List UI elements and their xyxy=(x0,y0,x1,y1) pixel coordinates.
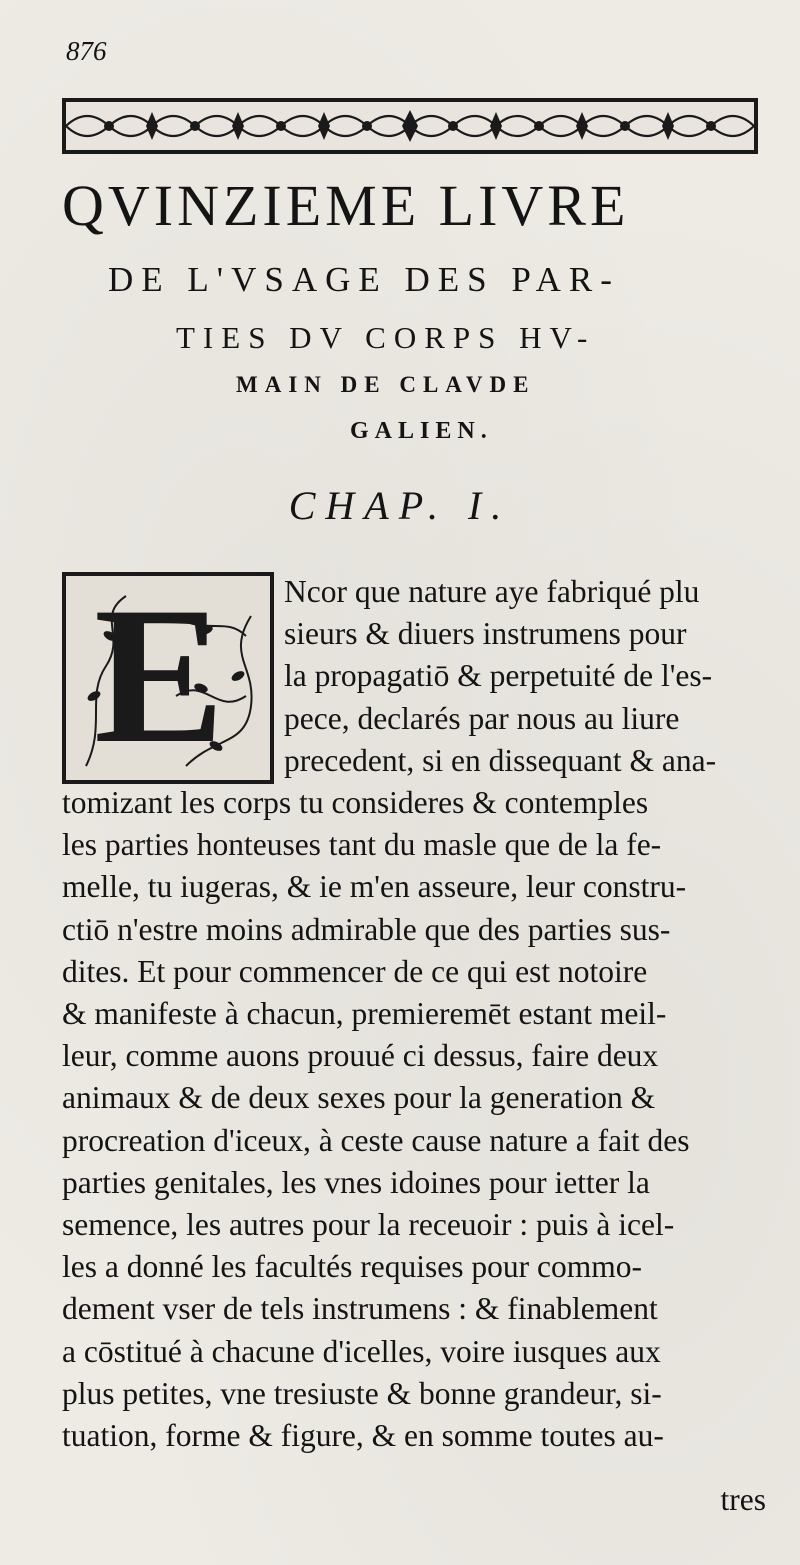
text-line: pece, declarés par nous au liure xyxy=(284,700,680,736)
text-line: semence, les autres pour la receuoir : puis à icel- xyxy=(62,1207,675,1242)
text-line: melle, tu iugeras, & ie m'en asseure, leur constru- xyxy=(62,869,687,905)
initial-letter: E xyxy=(94,567,225,784)
ornamental-headpiece xyxy=(62,98,758,154)
title-line-2: DE L'VSAGE DES PAR- xyxy=(108,260,620,299)
title-line-5: GALIEN. xyxy=(350,418,493,444)
decorated-initial xyxy=(62,567,274,784)
title-line-4: MAIN DE CLAVDE xyxy=(236,372,536,397)
ornament-pattern xyxy=(66,102,754,150)
catchword: tres xyxy=(720,1482,766,1517)
text-line: leur, comme auons prouué ci dessus, faire deux xyxy=(62,1038,659,1074)
text-line: les parties honteuses tant du masle que de la fe- xyxy=(62,827,662,863)
text-line: & manifeste à chacun, premieremēt estant meil- xyxy=(62,996,667,1031)
title-line-3: TIES DV CORPS HV- xyxy=(176,320,596,355)
text-line: sieurs & diuers instrumens pour xyxy=(284,616,687,652)
text-line: tomizant les corps tu consideres & contemples xyxy=(62,785,649,820)
text-line: ctiō n'estre moins admirable que des parties sus- xyxy=(62,911,671,947)
text-line: dement vser de tels instrumens : & finablement xyxy=(62,1291,658,1327)
book-title: QVINZIEME LIVRE xyxy=(62,173,630,238)
text-line: dites. Et pour commencer de ce qui est notoire xyxy=(62,953,648,989)
text-line: animaux & de deux sexes pour la generation & xyxy=(62,1080,656,1116)
text-line: plus petites, vne tresiuste & bonne grandeur, si- xyxy=(62,1375,662,1411)
text-line: a cōstitué à chacune d'icelles, voire iusques aux xyxy=(62,1333,661,1369)
text-line: Ncor que nature aye fabriqué plu xyxy=(284,574,700,609)
text-line: parties genitales, les vnes idoines pour ietter la xyxy=(62,1164,650,1200)
text-line: tuation, forme & figure, & en somme toutes au- xyxy=(62,1418,664,1453)
text-line: precedent, si en dissequant & ana- xyxy=(284,742,717,778)
text-line: les a donné les facultés requises pour commo- xyxy=(62,1249,642,1285)
text-line: la propagatiō & perpetuité de l'es- xyxy=(284,658,713,694)
page-number: 876 xyxy=(66,36,107,66)
text-line: procreation d'iceux, à ceste cause nature a fait des xyxy=(62,1122,690,1158)
chapter-heading: CHAP. I. xyxy=(288,483,512,528)
